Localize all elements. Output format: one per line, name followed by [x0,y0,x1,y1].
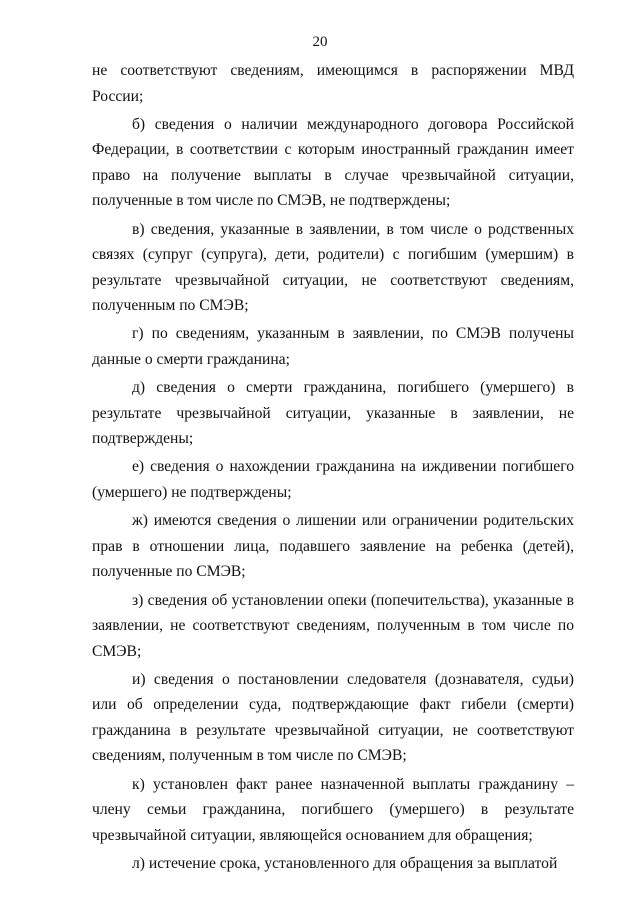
paragraph-item-d: д) сведения о смерти гражданина, погибшего (умершего) в результате чрезвычайной ситуации, указанные в заявлении, не подтверждены; [92,379,574,448]
paragraph-item-i: и) сведения о постановлении следователя (дознавателя, судьи) или об определении суда, подтверждающие факт гибели (смерти) гражданина в результате чрезвычайной ситуации, не соответствуют сведениям, полученным в том числе по СМЭВ; [92,670,574,765]
page-number: 20 [312,34,328,50]
paragraph-item-b: б) сведения о наличии международного договора Российской Федерации, в соответствии с которым иностранный гражданин имеет право на получение выплаты в случае чрезвычайной ситуации, полученные в том числе по СМЭВ, не подтверждены; [92,115,574,210]
paragraph-item-k: к) установлен факт ранее назначенной выплаты гражданину – члену семьи гражданина, погибшего (умершего) в результате чрезвычайной ситуации, являющейся основанием для обращения; [92,775,574,844]
paragraph-item-z: з) сведения об установлении опеки (попечительства), указанные в заявлении, не соответствуют сведениям, полученным в том числе по СМЭВ; [92,591,574,660]
paragraph-item-v: в) сведения, указанные в заявлении, в том числе о родственных связях (супруг (супруга), дети, родители) с погибшим (умершим) в результате чрезвычайной ситуации, не соответствуют сведениям, полученным по СМЭВ; [92,220,574,315]
paragraph-continuation: не соответствуют сведениям, имеющимся в распоряжении МВД России; [92,62,574,105]
paragraph-item-zh: ж) имеются сведения о лишении или ограничении родительских прав в отношении лица, подавшего заявление на ребенка (детей), полученные по СМЭВ; [92,512,574,581]
paragraph-item-g: г) по сведениям, указанным в заявлении, по СМЭВ получены данные о смерти гражданина; [92,325,574,368]
paragraph-item-l: л) истечение срока, установленного для обращения за выплатой [132,854,558,872]
paragraph-item-e: е) сведения о нахождении гражданина на иждивении погибшего (умершего) не подтверждены; [92,458,574,501]
document-body [92,58,574,879]
